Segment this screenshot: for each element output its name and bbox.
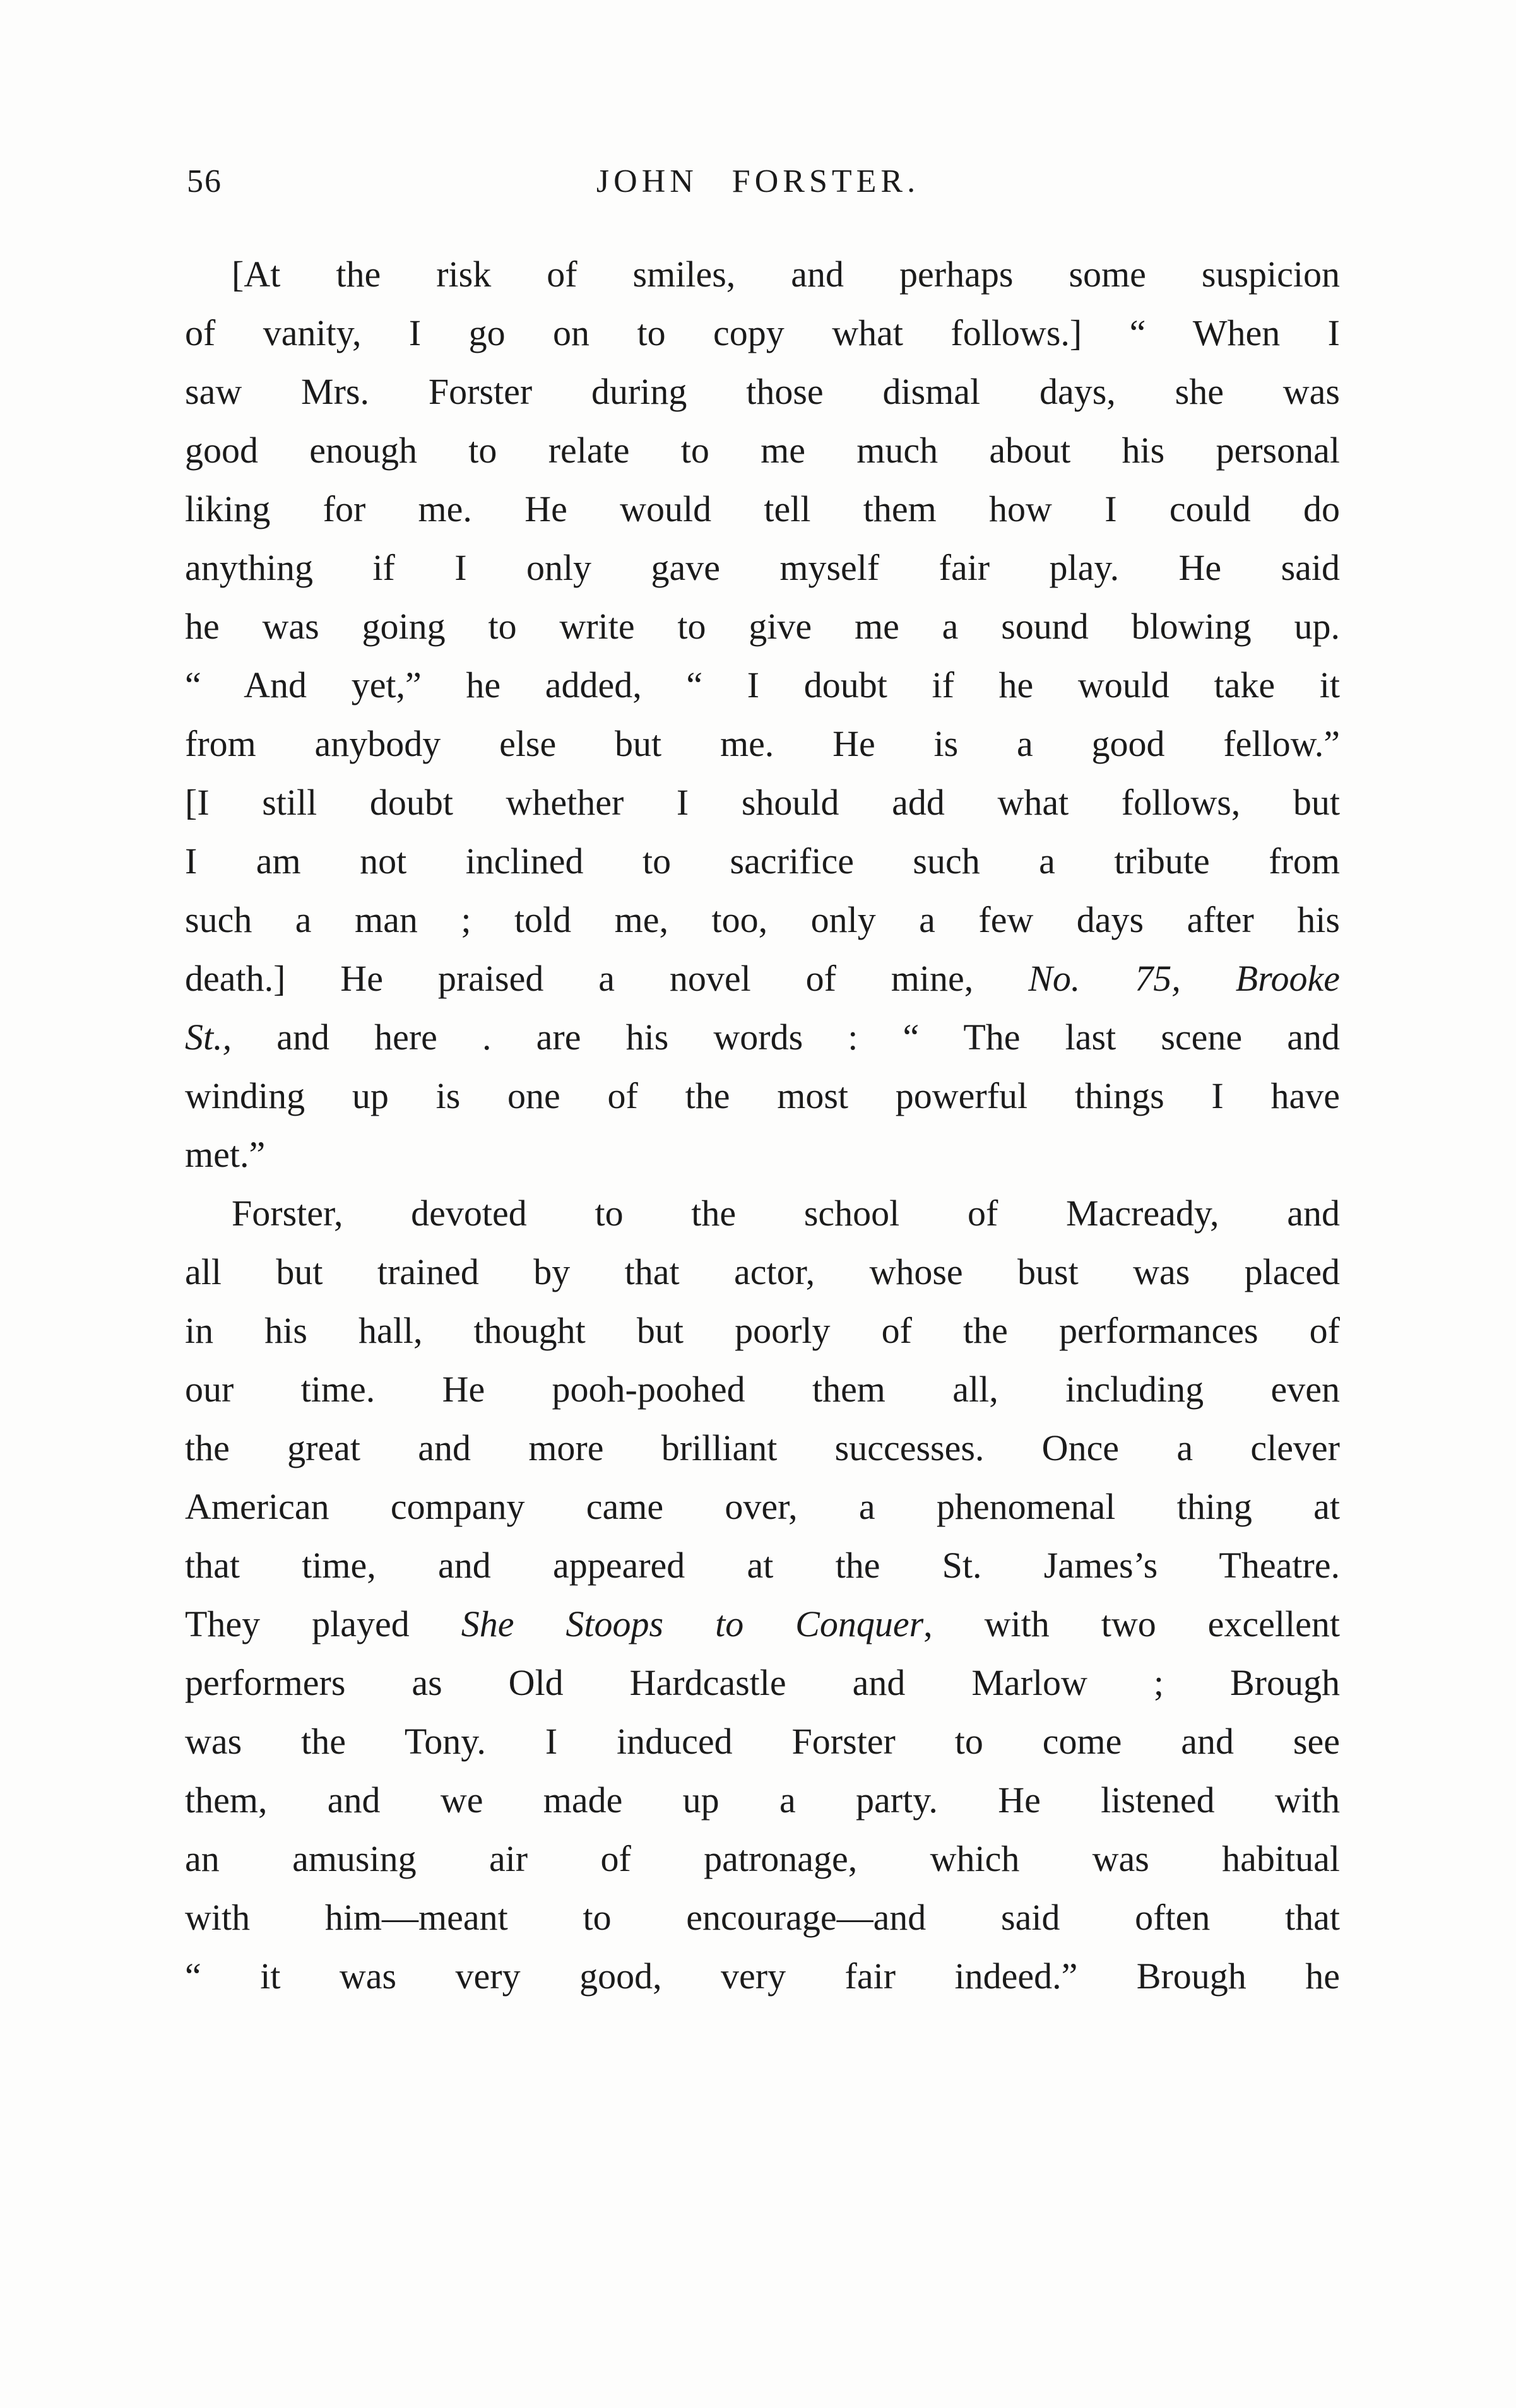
text-segment: the great and more brilliant successes. Once a clever [185, 1427, 1340, 1468]
text-line [185, 1242, 1340, 1301]
text-line [185, 949, 1340, 1008]
text-line [185, 1771, 1340, 1829]
text-line [185, 304, 1340, 362]
text-line [185, 832, 1340, 890]
text-segment: and here . are his words : “ The last scene and [232, 1017, 1340, 1058]
text-line [185, 1947, 1340, 2005]
text-line [185, 1184, 1340, 1242]
text-segment: [At the risk of smiles, and perhaps some suspicion [232, 254, 1340, 295]
page-header [0, 163, 1516, 213]
text-line [185, 1125, 1340, 1184]
text-line [185, 1595, 1340, 1653]
text-segment: such a man ; told me, too, only a few days after his [185, 899, 1340, 940]
italic-text: She Stoops to Conquer [461, 1603, 924, 1644]
text-segment: death.] He praised a novel of mine, [185, 958, 1029, 999]
text-line [185, 656, 1340, 714]
text-line [185, 597, 1340, 656]
text-segment: winding up is one of the most powerful things I have [185, 1075, 1340, 1116]
text-line [185, 890, 1340, 949]
text-segment: saw Mrs. Forster during those dismal days, she was [185, 371, 1340, 412]
text-segment: liking for me. He would tell them how I could do [185, 488, 1340, 529]
text-line [185, 773, 1340, 832]
text-line [185, 1829, 1340, 1888]
text-line [185, 362, 1340, 421]
paragraph [185, 1184, 1340, 2005]
text-line [185, 1419, 1340, 1477]
text-segment: They played [185, 1603, 461, 1644]
text-segment: an amusing air of patronage, which was habitual [185, 1838, 1340, 1879]
text-line [185, 1360, 1340, 1419]
text-line [185, 1888, 1340, 1947]
italic-text: No. 75, Brooke [1028, 958, 1340, 999]
text-segment: , with two excellent [923, 1603, 1341, 1644]
text-line [185, 1301, 1340, 1360]
text-segment: good enough to relate to me much about his personal [185, 430, 1340, 471]
text-segment: of vanity, I go on to copy what follows.] “ When I [185, 312, 1340, 353]
text-segment: them, and we made up a party. He listened with [185, 1779, 1340, 1821]
text-segment: Forster, devoted to the school of Macready, and [232, 1193, 1340, 1234]
text-line [185, 1066, 1340, 1125]
text-segment: [I still doubt whether I should add what follows, but [185, 782, 1340, 823]
italic-text: St., [185, 1017, 232, 1058]
text-segment: was the Tony. I induced Forster to come and see [185, 1721, 1340, 1762]
text-line [185, 421, 1340, 480]
text-segment: “ And yet,” he added, “ I doubt if he would take it [185, 664, 1340, 705]
text-line [185, 1008, 1340, 1066]
text-line [185, 1712, 1340, 1771]
text-segment: with him—meant to encourage—and said often that [185, 1897, 1340, 1938]
text-segment: anything if I only gave myself fair play. He said [185, 547, 1340, 588]
text-segment: “ it was very good, very fair indeed.” Brough he [185, 1956, 1340, 1997]
text-segment: all but trained by that actor, whose bust was placed [185, 1251, 1340, 1292]
paragraph [185, 245, 1340, 1184]
text-segment: met.” [185, 1134, 266, 1175]
text-segment: that time, and appeared at the St. James’s Theatre. [185, 1545, 1340, 1586]
running-title: JOHN FORSTER. [596, 163, 920, 199]
text-line [185, 1477, 1340, 1536]
text-line [185, 1653, 1340, 1712]
text-segment: I am not inclined to sacrifice such a tribute from [185, 841, 1340, 882]
text-segment: in his hall, thought but poorly of the performances of [185, 1310, 1340, 1351]
body-text [185, 245, 1340, 2005]
text-line [185, 245, 1340, 304]
text-line [185, 1536, 1340, 1595]
text-segment: our time. He pooh-poohed them all, including even [185, 1369, 1340, 1410]
text-segment: performers as Old Hardcastle and Marlow ; Brough [185, 1662, 1340, 1703]
page-number: 56 [187, 163, 222, 199]
text-line [185, 714, 1340, 773]
text-line [185, 538, 1340, 597]
text-line [185, 480, 1340, 538]
text-segment: he was going to write to give me a sound blowing up. [185, 606, 1340, 647]
text-segment: American company came over, a phenomenal thing at [185, 1486, 1340, 1527]
text-segment: from anybody else but me. He is a good fellow.” [185, 723, 1340, 764]
